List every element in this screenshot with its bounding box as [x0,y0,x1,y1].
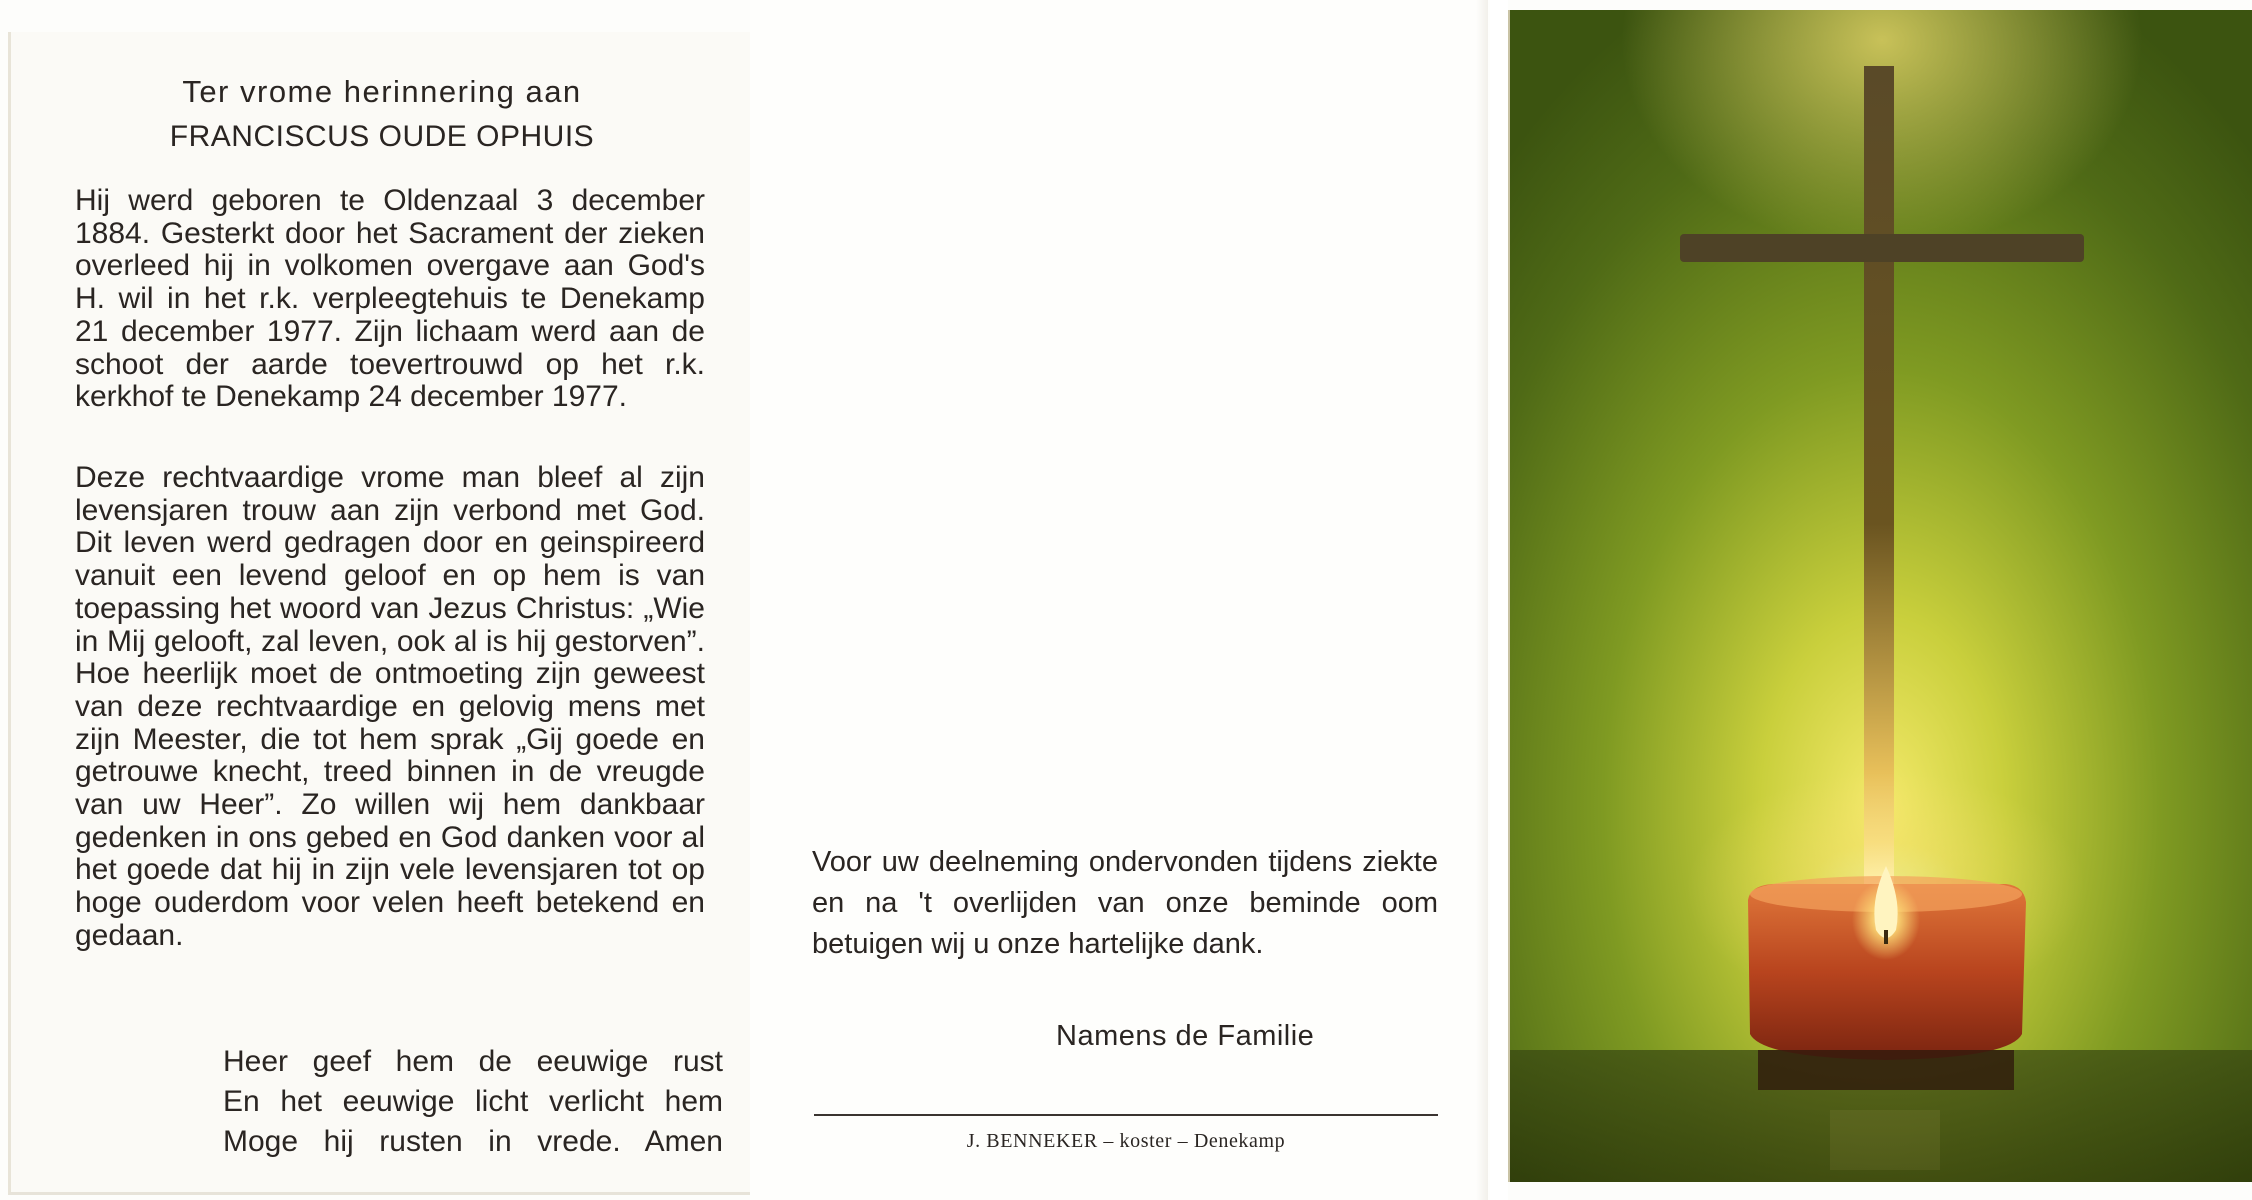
heading-dedication: Ter vrome herinnering aan [182,74,582,109]
printer-credit: J. BENNEKER – koster – Denekamp [966,1130,1286,1152]
cross-candle-photo [1508,10,2252,1182]
left-panel [8,32,753,1195]
divider [814,1114,1438,1116]
scan-gap [1490,0,1508,1200]
tribute-paragraph: Deze rechtvaardige vrome man bleef al zijn levensjaren trouw aan zijn verbond met God. Dit leven werd gedragen door en geinspireerd vanuit een levend geloof en op hem is van toepassing het woord van Jezus Christus: „Wie in Mij gelooft, zal leven, ook al is hij gestorven”. Hoe heerlijk moet de ontmoeting zijn geweest van deze rechtvaardige en gelovig mens met zijn Meester, die tot hem sprak „Gij goede en getrouwe knecht, treed binnen in de vreugde van uw Heer”. Zo willen wij hem dankbaar gedenken in ons gebed en God danken voor al het goede dat hij in zijn vele levensjaren tot op hoge ouderdom voor velen heeft betekend en gedaan. [75,461,705,952]
reflection [1830,1110,1940,1170]
photo-illustration [1510,10,2252,1182]
fold-line [1476,0,1488,1200]
prayer-line: Moge hij rusten in vrede. Amen [223,1125,723,1158]
thanks-paragraph: Voor uw deelneming ondervonden tijdens ziekte en na 't overlijden van onze beminde oom betuigen wij u onze hartelijke dank. [812,846,1438,960]
prayer-line: En het eeuwige licht verlicht hem [223,1085,723,1118]
closing-prayer [223,1042,723,1162]
family-signoff: Namens de Familie [1056,1020,1315,1052]
prayer-line: Heer geef hem de eeuwige rust [223,1045,723,1078]
deceased-name: FRANCISCUS OUDE OPHUIS [169,120,595,153]
biography-paragraph: Hij werd geboren te Oldenzaal 3 december 1884. Gesterkt door het Sacrament der zieken overleed hij in volkomen overgave aan God's H. wil in het r.k. verpleegtehuis te Denekamp 21 december 1977. Zijn lichaam werd aan de schoot der aarde toevertrouwd op het r.k. kerkhof te Denekamp 24 december 1977. [75,184,705,414]
